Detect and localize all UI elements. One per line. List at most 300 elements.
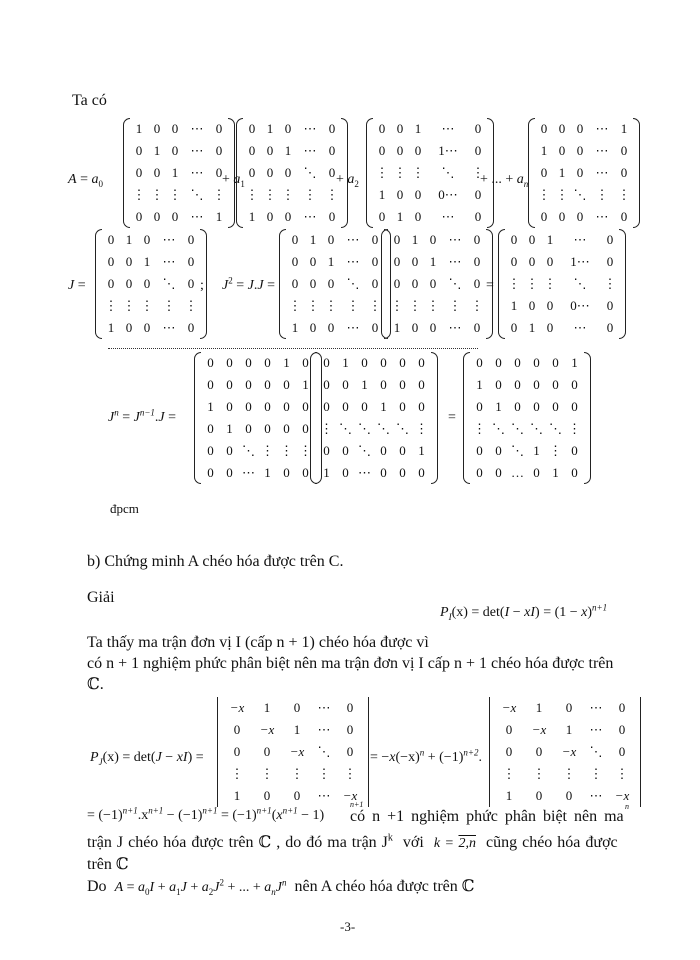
matrix-cell: 0 bbox=[380, 443, 387, 458]
matrix-cell: ⋮ bbox=[288, 298, 302, 313]
matrix-cell: 0 bbox=[606, 254, 614, 269]
result-text: có n +1 nghiệm phức phân biệt nên ma bbox=[350, 808, 624, 825]
matrix-cell: 0 bbox=[399, 443, 406, 458]
matrix-cell: 0 bbox=[135, 143, 143, 158]
matrix-cell: 0 bbox=[495, 465, 502, 480]
matrix-cell: ⋯ bbox=[358, 465, 371, 480]
matrix-cell: 0 bbox=[361, 355, 368, 370]
matrix-cell: 0 bbox=[546, 320, 554, 335]
matrix-cell: 0 bbox=[552, 377, 559, 392]
right-bar bbox=[640, 697, 641, 807]
matrix-cell: 0 bbox=[414, 143, 422, 158]
matrix-cell: 0 bbox=[399, 399, 406, 414]
matrix-cell: 1 bbox=[233, 788, 241, 803]
matrix-cell: ⋯ bbox=[595, 121, 609, 136]
matrix-cell: 0 bbox=[533, 377, 540, 392]
matrix-cell: 0 bbox=[378, 209, 386, 224]
matrix-cell: ⋮ bbox=[324, 298, 338, 313]
matrix-cell: 1 bbox=[378, 187, 386, 202]
matrix-cell: 1 bbox=[429, 254, 437, 269]
matrix-cell: 1 bbox=[302, 377, 309, 392]
matrix-cell: 0 bbox=[558, 143, 566, 158]
matrix-cell: ⋮ bbox=[415, 421, 428, 436]
line-2: trận J chéo hóa được trên ℂ , do đó ma trận $J^k$ với k = 2,n cũng chéo hóa được bbox=[87, 832, 618, 851]
matrix-cell: ⋮ bbox=[617, 187, 631, 202]
matrix-cell: 0 bbox=[361, 399, 368, 414]
matrix-cell: 0 bbox=[233, 722, 241, 737]
determinant-n bbox=[494, 697, 636, 807]
matrix-cell: 0 bbox=[264, 377, 271, 392]
matrix-cell: 1 bbox=[380, 399, 387, 414]
matrix-cell: 1 bbox=[143, 254, 151, 269]
matrix-cell: 0 bbox=[418, 465, 425, 480]
semicolon: ; bbox=[200, 278, 204, 293]
matrix-cell: ⋯ bbox=[346, 232, 360, 247]
matrix-cell: 0 bbox=[414, 209, 422, 224]
matrix-cell: 0 bbox=[266, 209, 274, 224]
matrix-cell: 0 bbox=[323, 399, 330, 414]
matrix-cell: 0 bbox=[293, 788, 301, 803]
matrix-cell: 0 bbox=[302, 421, 309, 436]
matrix-j-a bbox=[286, 229, 384, 339]
right-paren bbox=[633, 118, 640, 228]
matrix-cell: −x bbox=[342, 788, 358, 803]
left-paren bbox=[310, 352, 317, 484]
matrix-cell: 0 bbox=[514, 377, 521, 392]
matrix-cell: 0 bbox=[264, 355, 271, 370]
para-2: có n + 1 nghiệm phức phân biệt nên ma trận đơn vị I cấp n + 1 chéo hóa được trên bbox=[87, 655, 614, 672]
matrix-cell: 0 bbox=[171, 209, 179, 224]
matrix-cell: 0 bbox=[323, 377, 330, 392]
page-number: -3- bbox=[340, 919, 356, 934]
matrix-cell: 0 bbox=[226, 399, 233, 414]
matrix-cell: ⋯ bbox=[573, 232, 587, 247]
matrix-cell: 0 bbox=[207, 355, 214, 370]
matrix-cell: −x bbox=[259, 722, 275, 737]
matrix-cell: 0 bbox=[606, 232, 614, 247]
matrix-cell: 0 bbox=[135, 209, 143, 224]
matrix-cell: 1 bbox=[266, 121, 274, 136]
matrix-cell: −x bbox=[531, 722, 547, 737]
qed-text: đpcm bbox=[110, 501, 139, 516]
eq-jn-lhs: $J^n = J^{n-1}.J$ = bbox=[108, 407, 177, 425]
matrix-cell: ⋯ bbox=[346, 320, 360, 335]
matrix-cell: 0 bbox=[284, 165, 292, 180]
eq-j-lhs: J = bbox=[68, 278, 86, 293]
matrix-cell: ⋮ bbox=[150, 187, 164, 202]
matrix-cell: ⋮ bbox=[260, 766, 274, 781]
matrix-cell: 0 bbox=[371, 276, 379, 291]
left-paren bbox=[279, 229, 286, 339]
matrix-cell: 0 bbox=[143, 320, 151, 335]
matrix-cell: 1 bbox=[510, 298, 518, 313]
determinant-n1 bbox=[222, 697, 364, 807]
matrix-cell: 0 bbox=[418, 355, 425, 370]
matrix-cell: ⋮ bbox=[568, 421, 581, 436]
matrix-cell: 0 bbox=[302, 465, 309, 480]
matrix-cell: −x bbox=[289, 744, 305, 759]
matrix-cell: ⋱ bbox=[339, 421, 352, 436]
matrix-cell: ⋯ bbox=[589, 788, 603, 803]
matrix-cell: 0 bbox=[576, 209, 584, 224]
matrix-cell: 0 bbox=[474, 187, 482, 202]
matrix-cell: 0 bbox=[284, 121, 292, 136]
matrix-cell: 0 bbox=[215, 121, 223, 136]
matrix-cell: 0 bbox=[143, 232, 151, 247]
matrix-cell: ⋯ bbox=[162, 232, 176, 247]
matrix-cell: 1 bbox=[323, 465, 330, 480]
matrix-cell: ⋮ bbox=[473, 421, 486, 436]
matrix-cell: 0 bbox=[618, 700, 626, 715]
matrix-cell: ⋮ bbox=[122, 298, 136, 313]
matrix-cell: 0 bbox=[528, 232, 536, 247]
matrix-cell: 0 bbox=[125, 276, 133, 291]
matrix-cell: ⋮ bbox=[280, 443, 293, 458]
matrix-cell: ⋮ bbox=[507, 276, 521, 291]
matrix-cell: 1 bbox=[284, 143, 292, 158]
final-line: Do $A = a_0I + a_1J + a_2J^2$ + ... + $a_nJ^n$ nên A chéo hóa được trên ℂ bbox=[87, 877, 475, 897]
matrix-cell: −x bbox=[561, 744, 577, 759]
matrix-cell: ⋯ bbox=[595, 165, 609, 180]
matrix-cell: 0 bbox=[342, 443, 349, 458]
det-n1-subscript: n+1 bbox=[350, 800, 364, 809]
matrix-cell: 0 bbox=[396, 187, 404, 202]
matrix-cell: 1 bbox=[528, 320, 536, 335]
result-math: = $(-1)^{n+1}.x^{n+1} - (-1)^{n+1} = (-1)^{n+1}(x^{n+1} - 1)$ bbox=[87, 805, 325, 823]
matrix-cell: 1 bbox=[361, 377, 368, 392]
matrix-cell: 0 bbox=[371, 232, 379, 247]
matrix-cell: ⋮ bbox=[448, 298, 462, 313]
matrix-cell: 0 bbox=[380, 355, 387, 370]
matrix-cell: 0 bbox=[309, 276, 317, 291]
left-bar bbox=[489, 697, 490, 807]
matrix-cell: ⋮ bbox=[320, 421, 333, 436]
matrix-cell: 0 bbox=[323, 443, 330, 458]
matrix-cell: ⋮ bbox=[343, 766, 357, 781]
matrix-cell: 0 bbox=[125, 320, 133, 335]
equals: = bbox=[486, 278, 494, 293]
matrix-cell: ⋱ bbox=[396, 421, 409, 436]
matrix-cell: 0 bbox=[411, 276, 419, 291]
matrix-cell: ⋯ bbox=[573, 320, 587, 335]
matrix-cell: 0 bbox=[328, 143, 336, 158]
matrix-cell: ⋱ bbox=[448, 276, 462, 291]
matrix-cell: 0 bbox=[283, 465, 290, 480]
matrix-cell: ⋯ bbox=[589, 722, 603, 737]
matrix-cell: 1 bbox=[135, 121, 143, 136]
matrix-cell: 1 bbox=[207, 399, 214, 414]
matrix-cell: ⋮ bbox=[393, 165, 407, 180]
matrix-j-b bbox=[388, 229, 486, 339]
matrix-cell: ⋱ bbox=[511, 421, 524, 436]
matrix-cell: ⋮ bbox=[555, 187, 569, 202]
matrix-cell: 0 bbox=[476, 355, 483, 370]
eq-a-lhs: $A = a_0$ bbox=[68, 172, 103, 189]
matrix-cell: 0 bbox=[371, 320, 379, 335]
matrix-cell: 0 bbox=[327, 232, 335, 247]
matrix-cell: 1 bbox=[565, 722, 573, 737]
matrix-cell: 0 bbox=[393, 232, 401, 247]
matrix-cell: ⋯ bbox=[448, 320, 462, 335]
matrix-cell: 0 bbox=[125, 254, 133, 269]
matrix-cell: ⋱ bbox=[511, 443, 524, 458]
matrix-cell: 0 bbox=[248, 121, 256, 136]
matrix-cell: 1 bbox=[171, 165, 179, 180]
left-bar bbox=[217, 697, 218, 807]
matrix-cell: 0 bbox=[495, 377, 502, 392]
matrix-cell: ⋮ bbox=[346, 298, 360, 313]
matrix-cell: ⋮ bbox=[168, 187, 182, 202]
left-paren bbox=[381, 229, 388, 339]
left-paren bbox=[123, 118, 130, 228]
matrix-cell: 0 bbox=[546, 298, 554, 313]
matrix-j bbox=[102, 229, 200, 339]
matrix-cell: ⋮ bbox=[411, 165, 425, 180]
left-paren bbox=[236, 118, 243, 228]
plus-a2: + $a_2$ bbox=[336, 172, 359, 189]
matrix-cell: ⋮ bbox=[281, 187, 295, 202]
matrix-cell: 0 bbox=[399, 465, 406, 480]
matrix-cell: ⋮ bbox=[595, 187, 609, 202]
matrix-cell: 0 bbox=[135, 165, 143, 180]
matrix-cell: 0 bbox=[399, 377, 406, 392]
line-3: trên ℂ bbox=[87, 856, 129, 873]
matrix-cell: 0 bbox=[207, 421, 214, 436]
matrix-cell: 0 bbox=[143, 276, 151, 291]
matrix-cell: ⋮ bbox=[303, 187, 317, 202]
matrix-cell: 0 bbox=[540, 165, 548, 180]
matrix-cell: 0 bbox=[552, 355, 559, 370]
matrix-cell: 0 bbox=[505, 722, 513, 737]
equals-jn: = bbox=[448, 410, 456, 425]
matrix-cell: 0 bbox=[245, 355, 252, 370]
matrix-cell: ⋱ bbox=[242, 443, 255, 458]
matrix-cell: 0 bbox=[571, 465, 578, 480]
matrix-cell: 0 bbox=[620, 143, 628, 158]
matrix-cell: ⋮ bbox=[104, 298, 118, 313]
matrix-cell: 0 bbox=[283, 377, 290, 392]
matrix-cell: 0 bbox=[283, 421, 290, 436]
matrix-cell: 0 bbox=[396, 143, 404, 158]
matrix-cell: 1 bbox=[418, 443, 425, 458]
matrix-cell: 0 bbox=[528, 298, 536, 313]
pj-middle: = $-x(-x)^n + (-1)^{n+2}$. bbox=[370, 747, 482, 765]
matrix-cell: 0 bbox=[606, 320, 614, 335]
matrix-cell: 0 bbox=[309, 254, 317, 269]
plus-an: + ... + $a_n$ bbox=[480, 172, 529, 189]
matrix-cell: 0 bbox=[226, 377, 233, 392]
matrix-cell: ⋯ bbox=[303, 143, 317, 158]
matrix-cell: 0 bbox=[346, 700, 354, 715]
matrix-cell: 0 bbox=[528, 254, 536, 269]
matrix-cell: ⋱ bbox=[530, 421, 543, 436]
matrix-cell: 0 bbox=[429, 320, 437, 335]
matrix-cell: 0 bbox=[215, 143, 223, 158]
matrix-cell: ⋮ bbox=[184, 298, 198, 313]
matrix-cell: ⋱ bbox=[190, 187, 204, 202]
matrix-cell: ⋱ bbox=[573, 276, 587, 291]
matrix-cell: ⋯ bbox=[448, 232, 462, 247]
matrix-cell: 0 bbox=[411, 320, 419, 335]
matrix-cell: 0 bbox=[264, 399, 271, 414]
matrix-cell: 0 bbox=[226, 465, 233, 480]
matrix-cell: ⋮ bbox=[162, 298, 176, 313]
matrix-cell: ⋯ bbox=[303, 209, 317, 224]
matrix-cell: 0 bbox=[414, 187, 422, 202]
matrix-cell: ⋯ bbox=[317, 788, 331, 803]
matrix-cell: 0 bbox=[476, 443, 483, 458]
matrix-cell: −x bbox=[614, 788, 630, 803]
matrix-cell: 0 bbox=[107, 276, 115, 291]
matrix-cell: ⋯ bbox=[162, 254, 176, 269]
matrix-cell: 0 bbox=[248, 143, 256, 158]
matrix-cell: 1 bbox=[153, 143, 161, 158]
matrix-cell: 1 bbox=[107, 320, 115, 335]
matrix-cell: 0 bbox=[284, 209, 292, 224]
matrix-cell: 0 bbox=[153, 165, 161, 180]
matrix-cell: 0 bbox=[248, 165, 256, 180]
matrix-cell: 1 bbox=[248, 209, 256, 224]
matrix-cell: ⋱ bbox=[492, 421, 505, 436]
matrix-cell: ⋱ bbox=[589, 744, 603, 759]
matrix-cell: 0 bbox=[327, 320, 335, 335]
matrix-cell: 0 bbox=[302, 399, 309, 414]
pi-formula: $P_I(x) = \det(I - xI) = (1 - x)^{n+1}$ bbox=[440, 602, 608, 622]
matrix-cell: ⋱ bbox=[358, 443, 371, 458]
matrix-cell: 0 bbox=[226, 443, 233, 458]
part-b-heading: b) Chứng minh A chéo hóa được trên C. bbox=[87, 553, 344, 570]
matrix-cell: 0 bbox=[342, 465, 349, 480]
matrix-cell: 0 bbox=[328, 209, 336, 224]
matrix-cell: 0 bbox=[476, 399, 483, 414]
matrix-cell: 1 bbox=[215, 209, 223, 224]
matrix-cell: 0 bbox=[505, 744, 513, 759]
matrix-j2 bbox=[505, 229, 619, 339]
matrix-cell: ⋱ bbox=[303, 165, 317, 180]
matrix-cell: 0 bbox=[215, 165, 223, 180]
matrix-cell: 0 bbox=[535, 744, 543, 759]
matrix-cell: ⋯ bbox=[595, 209, 609, 224]
left-paren bbox=[194, 352, 201, 484]
matrix-cell: 0 bbox=[233, 744, 241, 759]
matrix-cell: 1 bbox=[505, 788, 513, 803]
matrix-cell: 1 bbox=[327, 254, 335, 269]
matrix-cell: 0 bbox=[618, 722, 626, 737]
matrix-cell: 0 bbox=[283, 399, 290, 414]
matrix-cell: 1⋯ bbox=[570, 254, 590, 269]
right-paren bbox=[431, 352, 438, 484]
matrix-cell: 0⋯ bbox=[570, 298, 590, 313]
matrix-cell: 1 bbox=[546, 232, 554, 247]
matrix-cell: 0 bbox=[473, 276, 481, 291]
matrix-cell: ⋮ bbox=[325, 187, 339, 202]
matrix-cell: 1 bbox=[264, 465, 271, 480]
matrix-cell: 0 bbox=[378, 143, 386, 158]
matrix-cell: 0 bbox=[226, 355, 233, 370]
matrix-cell: 0 bbox=[606, 298, 614, 313]
matrix-cell: ⋮ bbox=[375, 165, 389, 180]
left-paren bbox=[95, 229, 102, 339]
matrix-cell: ⋱ bbox=[162, 276, 176, 291]
matrix-cell: ⋱ bbox=[573, 187, 587, 202]
left-paren bbox=[463, 352, 470, 484]
matrix-cell: 0 bbox=[429, 276, 437, 291]
matrix-cell: 0 bbox=[328, 165, 336, 180]
matrix-cell: ⋮ bbox=[470, 298, 484, 313]
matrix-cell: 0 bbox=[576, 143, 584, 158]
matrix-cell: 0 bbox=[473, 254, 481, 269]
matrix-cell: 0 bbox=[187, 254, 195, 269]
matrix-cell: −x bbox=[501, 700, 517, 715]
matrix-cell: 0 bbox=[620, 165, 628, 180]
matrix-cell: 1 bbox=[342, 355, 349, 370]
matrix-cell: 0 bbox=[328, 121, 336, 136]
right-bar bbox=[368, 697, 369, 807]
matrix-cell: ⋮ bbox=[408, 298, 422, 313]
matrix-mn bbox=[535, 118, 633, 228]
matrix-cell: 0 bbox=[495, 443, 502, 458]
matrix-cell: 0 bbox=[266, 165, 274, 180]
right-paren bbox=[619, 229, 626, 339]
matrix-cell: 0 bbox=[396, 121, 404, 136]
matrix-cell: ⋮ bbox=[390, 298, 404, 313]
matrix-cell: ⋮ bbox=[306, 298, 320, 313]
matrix-cell: 1 bbox=[396, 209, 404, 224]
matrix-cell: 1 bbox=[476, 377, 483, 392]
matrix-cell: 0 bbox=[153, 209, 161, 224]
matrix-cell: ⋮ bbox=[230, 766, 244, 781]
matrix-jn1 bbox=[201, 352, 315, 484]
matrix-cell: 0 bbox=[207, 443, 214, 458]
para-3: ℂ. bbox=[87, 676, 104, 693]
matrix-cell: 0 bbox=[263, 788, 271, 803]
matrix-cell: ⋮ bbox=[132, 187, 146, 202]
matrix-cell: 0 bbox=[264, 421, 271, 436]
matrix-cell: 0 bbox=[291, 254, 299, 269]
matrix-cell: 1 bbox=[495, 399, 502, 414]
matrix-cell: ⋯ bbox=[595, 143, 609, 158]
matrix-cell: 0 bbox=[429, 232, 437, 247]
matrix-cell: 1 bbox=[414, 121, 422, 136]
solution-label: Giải bbox=[87, 589, 115, 606]
matrix-cell: 0 bbox=[291, 276, 299, 291]
matrix-cell: 0⋯ bbox=[438, 187, 458, 202]
matrix-cell: 1 bbox=[283, 355, 290, 370]
matrix-cell: 0 bbox=[576, 121, 584, 136]
matrix-cell: ⋯ bbox=[190, 209, 204, 224]
matrix-cell: 0 bbox=[107, 254, 115, 269]
matrix-cell: ⋯ bbox=[448, 254, 462, 269]
matrix-cell: ⋮ bbox=[140, 298, 154, 313]
matrix-cell: 0 bbox=[153, 121, 161, 136]
matrix-cell: 0 bbox=[571, 443, 578, 458]
matrix-cell: 1 bbox=[571, 355, 578, 370]
matrix-cell: ⋮ bbox=[589, 766, 603, 781]
matrix-cell: 0 bbox=[263, 744, 271, 759]
matrix-cell: ⋮ bbox=[426, 298, 440, 313]
matrix-cell: ⋱ bbox=[441, 165, 455, 180]
matrix-cell: 0 bbox=[327, 276, 335, 291]
matrix-cell: −x bbox=[229, 700, 245, 715]
matrix-cell: 0 bbox=[552, 399, 559, 414]
matrix-cell: 0 bbox=[393, 276, 401, 291]
matrix-cell: 0 bbox=[474, 121, 482, 136]
matrix-cell: 0 bbox=[618, 744, 626, 759]
matrix-cell: 0 bbox=[323, 355, 330, 370]
eq-j2-lhs: $J^2 = J.J$ = bbox=[222, 275, 275, 293]
matrix-cell: 0 bbox=[245, 399, 252, 414]
matrix-cell: 0 bbox=[171, 121, 179, 136]
